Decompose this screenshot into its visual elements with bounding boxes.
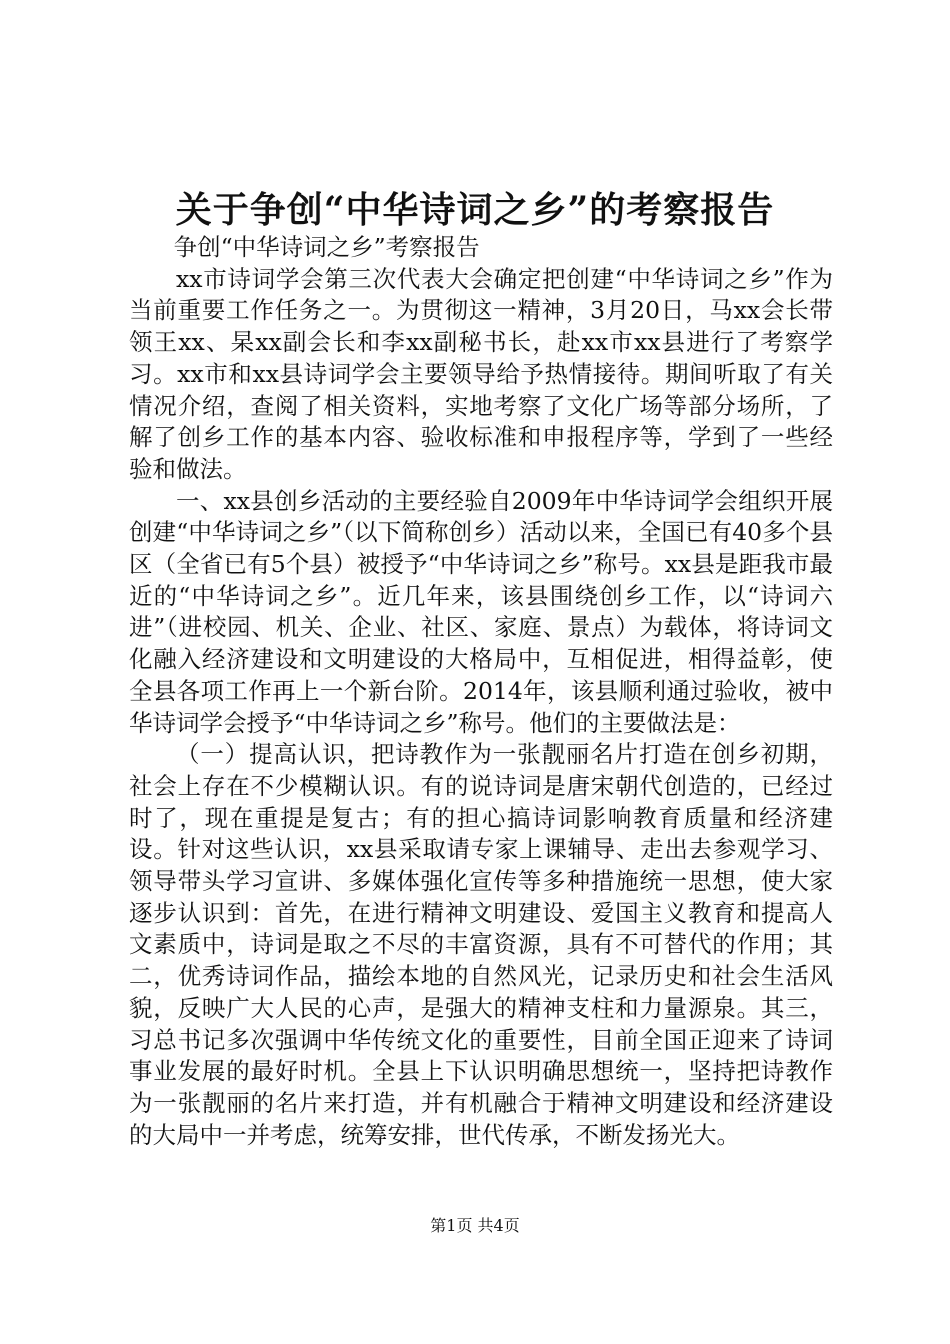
paragraph-intro: xx市诗词学会第三次代表大会确定把创建“中华诗词之乡”作为当前重要工作任务之一。为贯彻这一精神，3月20日，马xx会长带领王xx、杲xx副会长和李xx副秘书长，赴xx市xx县进行了考察学习。xx市和xx县诗词学会主要领导给予热情接待。期间听取了有关情况介绍，查阅了相关资料，实地考察了文化广场等部分场所，了解了创乡工作的基本内容、验收标准和申报程序等，学到了一些经验和做法。: [129, 264, 833, 483]
document-body: [129, 232, 833, 1151]
paragraph-section-one: 一、xx县创乡活动的主要经验自2009年中华诗词学会组织开展创建“中华诗词之乡”（以下简称创乡）活动以来，全国已有40多个县区（全省已有5个县）被授予“中华诗词之乡”称号。xx县是距我市最近的“中华诗词之乡”。近几年来，该县围绕创乡工作，以“诗词六进”（进校园、机关、企业、社区、家庭、景点）为载体，将诗词文化融入经济建设和文明建设的大格局中，互相促进，相得益彰，使全县各项工作再上一个新台阶。2014年，该县顺利通过验收，被中华诗词学会授予“中华诗词之乡”称号。他们的主要做法是：: [129, 486, 833, 737]
document-subtitle: 争创“中华诗词之乡”考察报告: [173, 233, 480, 261]
document-title: 关于争创“中华诗词之乡”的考察报告: [175, 189, 775, 231]
paragraph-subsection-one: （一）提高认识，把诗教作为一张靓丽名片打造在创乡初期，社会上存在不少模糊认识。有的说诗词是唐宋朝代创造的，已经过时了，现在重提是复古；有的担心搞诗词影响教育质量和经济建设。针对这些认识，xx县采取请专家上课辅导、走出去参观学习、领导带头学习宣讲、多媒体强化宣传等多种措施统一思想，使大家逐步认识到：首先，在进行精神文明建设、爱国主义教育和提高人文素质中，诗词是取之不尽的丰富资源，具有不可替代的作用；其二，优秀诗词作品，描绘本地的自然风光，记录历史和社会生活风貌，反映广大人民的心声，是强大的精神支柱和力量源泉。其三，习总书记多次强调中华传统文化的重要性，目前全国正迎来了诗词事业发展的最好时机。全县上下认识明确思想统一，坚持把诗教作为一张靓丽的名片来打造，并有机融合于精神文明建设和经济建设的大局中一并考虑，统筹安排，世代传承，不断发扬光大。: [129, 740, 833, 1149]
page-footer: 第1页 共4页: [430, 1216, 520, 1235]
